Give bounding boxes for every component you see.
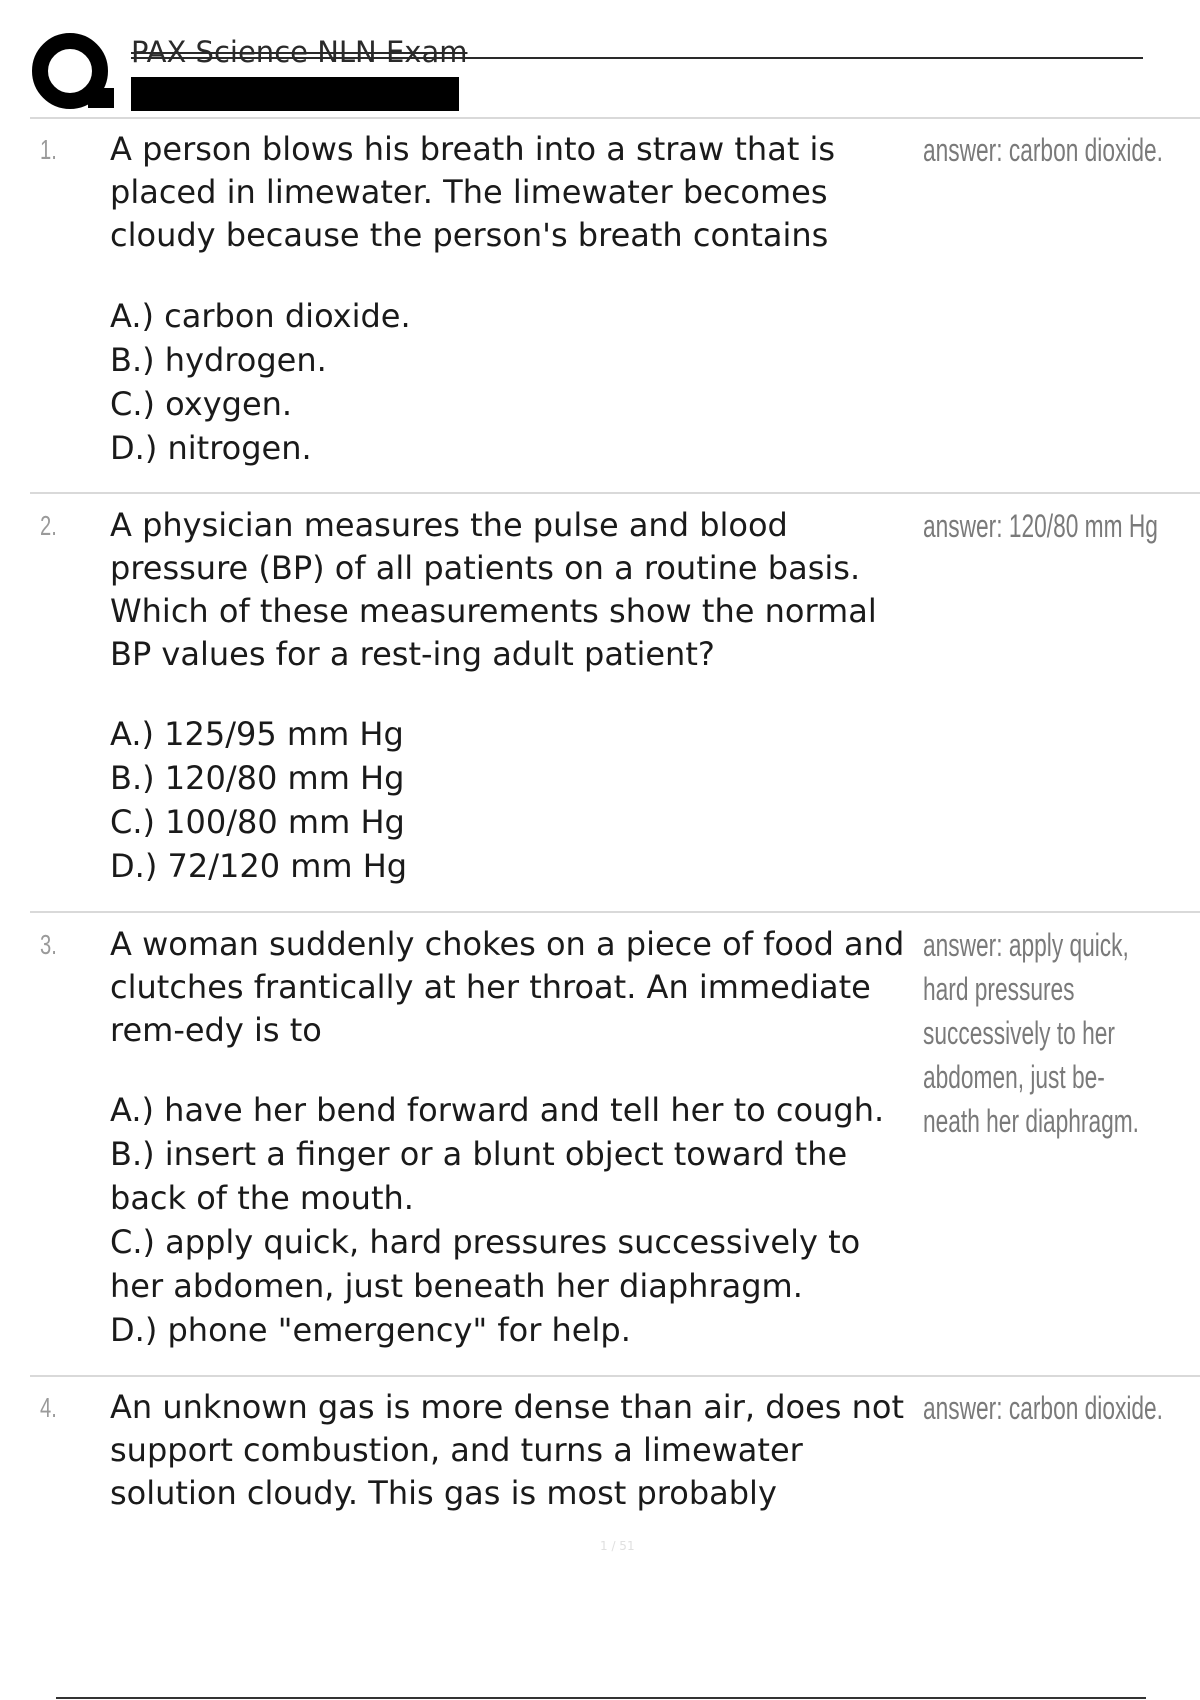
answer-options — [110, 1088, 910, 1352]
answer-text: answer: apply quick, hard pressures successively to her abdomen, just be-neath her diaphragm. — [923, 927, 1139, 1139]
answer-text: answer: carbon dioxide. — [923, 1390, 1163, 1426]
question-number: 1. — [40, 134, 57, 165]
divider — [30, 1375, 1200, 1377]
question-number: 2. — [40, 510, 57, 541]
question-number: 4. — [40, 1392, 57, 1423]
question-number: 3. — [40, 929, 57, 960]
question-text: An unknown gas is more dense than air, does not support combustion, and turns a limewater solution cloudy. This gas is most probably — [110, 1388, 905, 1512]
title-rule — [131, 57, 1143, 59]
question-text: A woman suddenly chokes on a piece of food and clutches frantically at her throat. An immediate rem-edy is to — [110, 925, 905, 1049]
answer-options — [110, 712, 910, 888]
divider — [30, 117, 1200, 119]
answer-options — [110, 294, 910, 470]
document-header — [0, 0, 1200, 118]
question-body — [110, 1386, 910, 1515]
option-d: D.) 72/120 mm Hg — [110, 847, 408, 885]
option-b: B.) insert a finger or a blunt object toward the back of the mouth. — [110, 1135, 848, 1217]
footer-rule — [56, 1697, 1146, 1699]
question-body — [110, 923, 910, 1352]
option-a: A.) 125/95 mm Hg — [110, 715, 404, 753]
question-body — [110, 128, 910, 470]
answer-text: answer: 120/80 mm Hg — [923, 508, 1158, 544]
q-logo-icon — [30, 30, 114, 114]
option-c: C.) 100/80 mm Hg — [110, 803, 405, 841]
option-a: A.) have her bend forward and tell her to cough. — [110, 1091, 885, 1129]
redacted-block — [131, 77, 459, 111]
option-c: C.) oxygen. — [110, 385, 293, 423]
option-d: D.) nitrogen. — [110, 429, 312, 467]
document-title: PAX Science NLN Exam — [131, 35, 468, 69]
question-text: A physician measures the pulse and blood pressure (BP) of all patients on a routine basis. Which of these measurements show the normal BP values for a rest-ing adult patient? — [110, 506, 877, 673]
option-b: B.) 120/80 mm Hg — [110, 759, 405, 797]
divider — [30, 911, 1200, 913]
answer-text: answer: carbon dioxide. — [923, 132, 1163, 168]
divider — [30, 492, 1200, 494]
question-text: A person blows his breath into a straw that is placed in limewater. The limewater becomes cloudy because the person's breath contains — [110, 130, 836, 254]
option-d: D.) phone "emergency" for help. — [110, 1311, 631, 1349]
option-c: C.) apply quick, hard pressures successively to her abdomen, just beneath her diaphragm. — [110, 1223, 861, 1305]
page-number: 1 / 51 — [600, 1539, 635, 1553]
option-a: A.) carbon dioxide. — [110, 297, 411, 335]
option-b: B.) hydrogen. — [110, 341, 327, 379]
question-body — [110, 504, 910, 888]
